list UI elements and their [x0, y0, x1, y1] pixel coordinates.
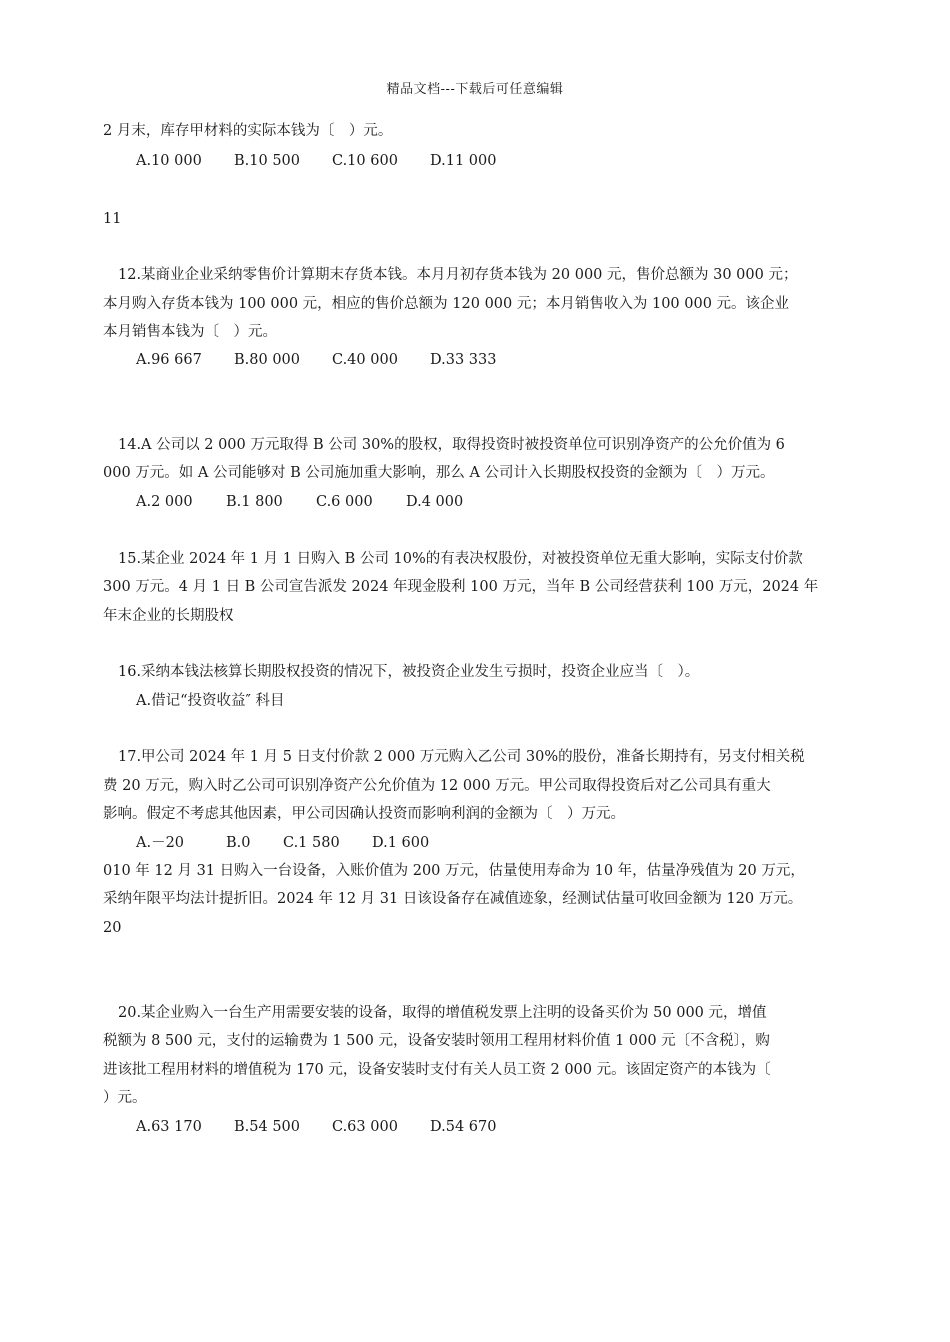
question-12-options [136, 350, 496, 370]
question-16-line-1: 16.采纳本钱法核算长期股权投资的情况下，被投资企业发生亏损时，投资企业应当〔 ）。 [118, 664, 700, 680]
option-a: A.96 667 [136, 352, 202, 368]
option-d: D.54 670 [430, 1119, 497, 1135]
option-d: D.11 000 [430, 153, 497, 169]
question-14-options [136, 492, 463, 512]
question-12-line-2: 本月购入存货本钱为 100 000 元，相应的售价总额为 120 000 元；本月销售收入为 100 000 元。该企业 [103, 296, 790, 312]
fragment-line-3: 20 [103, 920, 122, 936]
question-20-line-2: 税额为 8 500 元，支付的运输费为 1 500 元，设备安装时领用工程用材料价值 1 000 元〔不含税〕，购 [103, 1033, 770, 1049]
question-20-line-4: ）元。 [103, 1090, 147, 1106]
option-c: C.6 000 [316, 494, 373, 510]
option-a: A.－20 [136, 835, 185, 851]
option-a: A.2 000 [136, 494, 193, 510]
question-17-line-1: 17.甲公司 2024 年 1 月 5 日支付价款 2 000 万元购入乙公司 30%的股份，准备长期持有，另支付相关税 [118, 749, 805, 765]
question-15-line-2: 300 万元。4 月 1 日 B 公司宣告派发 2024 年现金股利 100 万元，当年 B 公司经营获利 100 万元，2024 年 [103, 579, 819, 595]
question-12-line-1: 12.某商业企业采纳零售价计算期末存货本钱。本月月初存货本钱为 20 000 元，售价总额为 30 000 元； [118, 267, 798, 283]
question-20-line-3: 进该批工程用材料的增值税为 170 元，设备安装时支付有关人员工资 2 000 元。该固定资产的本钱为〔 [103, 1062, 771, 1078]
question-16-options [136, 691, 285, 711]
question-17-options [136, 833, 429, 853]
option-a: A.10 000 [136, 153, 202, 169]
option-b: B.0 [226, 835, 251, 851]
page-header: 精品文档---下载后可任意编辑 [386, 82, 564, 97]
option-c: C.1 580 [283, 835, 340, 851]
option-c: C.40 000 [332, 352, 398, 368]
option-c: C.63 000 [332, 1119, 398, 1135]
question-12-line-3: 本月销售本钱为〔 ）元。 [103, 324, 277, 340]
option-d: D.33 333 [430, 352, 497, 368]
fragment-line-1: 010 年 12 月 31 日购入一台设备，入账价值为 200 万元，估量使用寿命为 10 年，估量净残值为 20 万元， [103, 863, 805, 879]
option-a: A.63 170 [136, 1119, 202, 1135]
option-d: D.1 600 [372, 835, 430, 851]
question-14-line-1: 14.A 公司以 2 000 万元取得 B 公司 30%的股权，取得投资时被投资单位可识别净资产的公允价值为 6 [118, 437, 785, 453]
question-15-line-3: 年末企业的长期股权 [103, 608, 234, 624]
fragment-line-2: 采纳年限平均法计提折旧。2024 年 12 月 31 日该设备存在减值迹象，经测试估量可收回金额为 120 万元。 [103, 891, 803, 907]
question-20-options [136, 1117, 496, 1137]
question-15-line-1: 15.某企业 2024 年 1 月 1 日购入 B 公司 10%的有表决权股份，对被投资单位无重大影响，实际支付价款 [118, 551, 803, 567]
option-c: C.10 600 [332, 153, 398, 169]
question-number: 11 [103, 211, 122, 227]
question-20-line-1: 20.某企业购入一台生产用需要安装的设备，取得的增值税发票上注明的设备买价为 50 000 元，增值 [118, 1005, 767, 1021]
option-b: B.10 500 [234, 153, 301, 169]
question-17-line-3: 影响。假定不考虑其他因素，甲公司因确认投资而影响利润的金额为〔 ）万元。 [103, 806, 625, 822]
question-text: 2 月末，库存甲材料的实际本钱为〔 ）元。 [103, 123, 393, 139]
question-17-line-2: 费 20 万元，购入时乙公司可识别净资产公允价值为 12 000 万元。甲公司取得投资后对乙公司具有重大 [103, 778, 771, 794]
option-b: B.1 800 [226, 494, 283, 510]
option-b: B.80 000 [234, 352, 301, 368]
option-row [136, 151, 496, 171]
option-d: D.4 000 [406, 494, 464, 510]
question-14-line-2: 000 万元。如 A 公司能够对 B 公司施加重大影响，那么 A 公司计入长期股权投资的金额为〔 ）万元。 [103, 465, 775, 481]
option-b: B.54 500 [234, 1119, 301, 1135]
option-a: A.借记“投资收益″ 科目 [136, 693, 285, 709]
